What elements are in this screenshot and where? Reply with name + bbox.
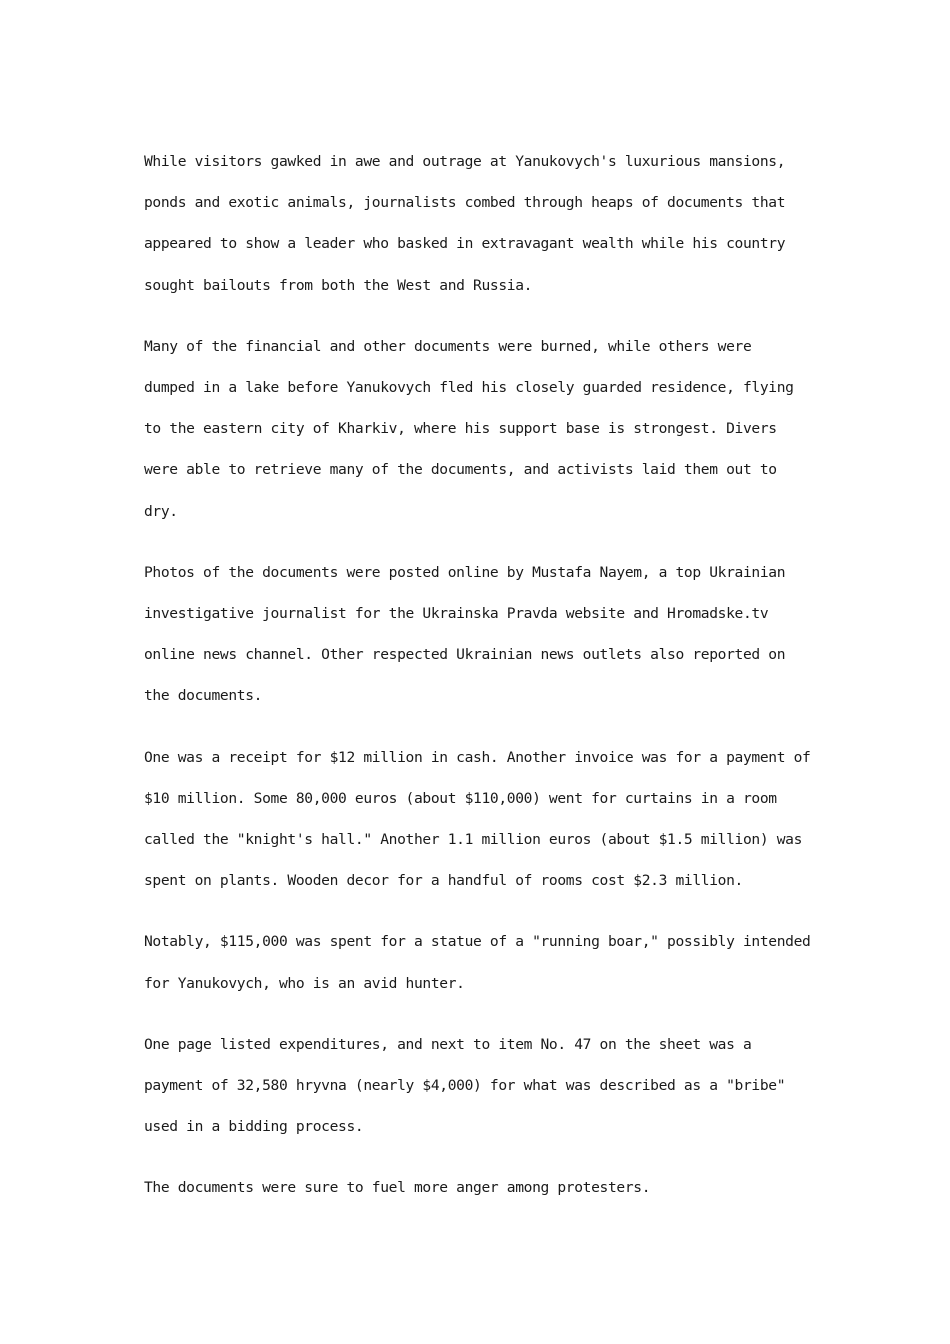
paragraph-7: The documents were sure to fuel more anger among protesters. (144, 1179, 651, 1197)
document-body (144, 141, 824, 1229)
paragraph-6: One page listed expenditures, and next to item No. 47 on the sheet was a payment of 32,580 hryvna (nearly $4,000) for what was described as a "bribe" used in a bidding process. (144, 1035, 786, 1136)
paragraph-3: Photos of the documents were posted online by Mustafa Nayem, a top Ukrainian investigative journalist for the Ukrainska Pravda website and Hromadske.tv online news channel. Other respected Ukrainian news outlets also reported on the documents. (144, 563, 786, 705)
paragraph-2: Many of the financial and other documents were burned, while others were dumped in a lake before Yanukovych fled his closely guarded residence, flying to the eastern city of Kharkiv, where his support base is strongest. Divers were able to retrieve many of the documents, and activists laid them out to dry. (144, 337, 794, 520)
paragraph-4: One was a receipt for $12 million in cash. Another invoice was for a payment of $10 million. Some 80,000 euros (about $110,000) went for curtains in a room called the "knight's hall." Another 1.1 million euros (about $1.5 million) was spent on plants. Wooden decor for a handful of rooms cost $2.3 million. (144, 748, 811, 890)
paragraph-5: Notably, $115,000 was spent for a statue of a "running boar," possibly intended for Yanukovych, who is an avid hunter. (144, 933, 811, 992)
paragraph-1: While visitors gawked in awe and outrage at Yanukovych's luxurious mansions, ponds and exotic animals, journalists combed through heaps of documents that appeared to show a leader who basked in extravagant wealth while his country sought bailouts from both the West and Russia. (144, 153, 786, 294)
